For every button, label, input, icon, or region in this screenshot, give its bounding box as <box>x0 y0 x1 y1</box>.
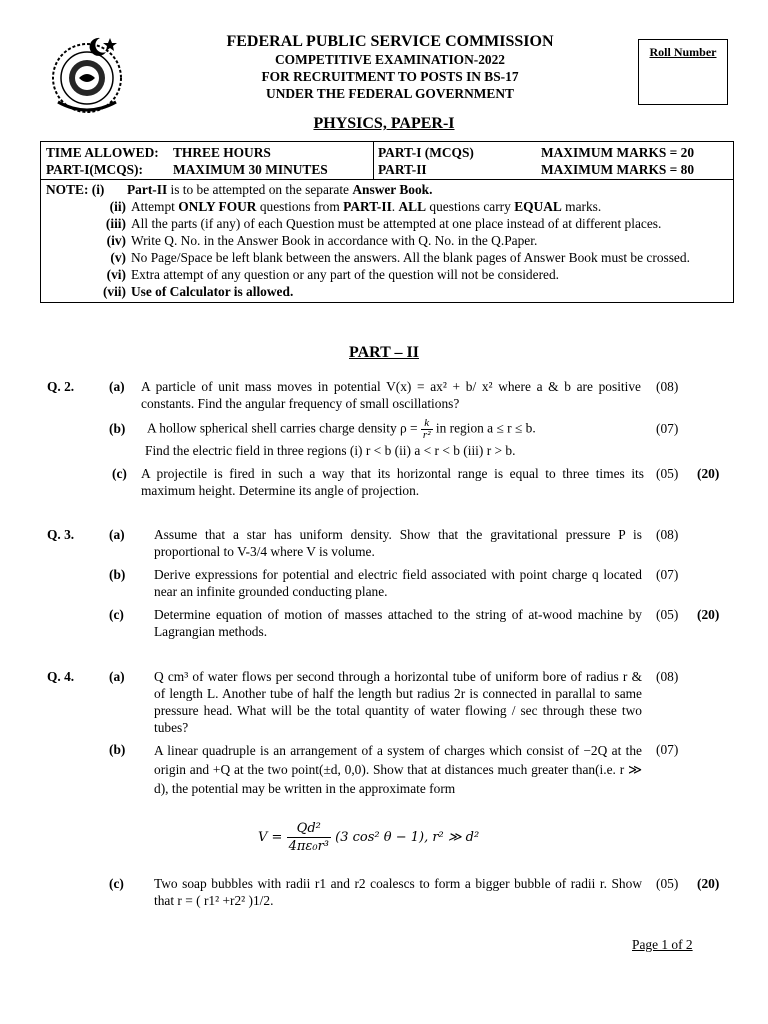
question-part-label: (a) <box>109 379 125 394</box>
question-text: Assume that a star has uniform density. Show that the gravitational pressure P is proportional to V-3/4 where V is volume. <box>154 527 642 559</box>
question-total-marks: (20) <box>697 607 720 622</box>
note-iv-label: (iv) <box>106 233 126 248</box>
question-text <box>141 378 641 412</box>
roll-number-box[interactable] <box>638 39 728 105</box>
q2b-text-2: in region a ≤ r ≤ b. <box>432 420 536 436</box>
time-allowed-value: THREE HOURS <box>173 145 271 160</box>
note-vii-label: (vii) <box>102 284 126 299</box>
note-label: NOTE: (i) <box>46 182 105 197</box>
charge-density-fraction <box>421 418 433 441</box>
question-part-label: (a) <box>109 669 125 684</box>
note-item <box>41 283 733 300</box>
question-text: Q cm³ of water flows per second through a horizontal tube of uniform bore of radius r & of length L. Another tube of half the length but radius 2r is connected in parallal to same pressure head. What will be the total quantity of water flowing / sec through these two tubes? <box>154 669 642 735</box>
question-marks: (05) <box>656 466 679 481</box>
mcq-time-value: MAXIMUM 30 MINUTES <box>173 162 328 177</box>
question-marks: (07) <box>656 421 679 436</box>
question-marks: (07) <box>656 567 679 582</box>
note-ii-text-3: . <box>391 199 399 214</box>
note-item <box>41 266 733 283</box>
page-number: Page 1 of 2 <box>632 937 693 952</box>
formula-fraction <box>287 820 331 855</box>
question-number: Q. 4. <box>47 669 75 684</box>
note-ii-bold-4: EQUAL <box>514 199 562 214</box>
notes-section <box>41 180 733 302</box>
note-item <box>41 249 733 266</box>
note-vi-label: (vi) <box>106 267 126 282</box>
note-ii-bold-3: ALL <box>398 199 427 214</box>
part-heading: PART – II <box>349 344 419 361</box>
question-marks: (05) <box>656 607 679 622</box>
org-name: FEDERAL PUBLIC SERVICE COMMISSION <box>226 33 554 50</box>
government-line: UNDER THE FEDERAL GOVERNMENT <box>266 86 514 101</box>
fpsc-emblem-logo <box>44 32 130 118</box>
fraction-numerator: k <box>421 418 433 430</box>
roll-number-label: Roll Number <box>649 45 717 59</box>
formula-denominator: 4πε₀r³ <box>288 839 329 854</box>
question-text: Determine equation of motion of masses attached to the string of at-wood machine by Lagrangian methods. <box>154 607 642 639</box>
note-i-bold: Part-II <box>127 182 168 197</box>
question-part-label: (c) <box>109 607 124 622</box>
instructions-table <box>40 141 734 303</box>
note-item <box>41 215 733 232</box>
part2-marks: MAXIMUM MARKS = 80 <box>541 162 695 177</box>
note-i-bold-2: Answer Book. <box>352 182 433 197</box>
formula-rhs: (3 cos² θ − 1), r² ≫ d² <box>335 830 480 845</box>
question-marks: (05) <box>656 876 679 891</box>
question-marks: (08) <box>656 527 679 542</box>
note-ii-text: Attempt <box>131 199 179 214</box>
note-ii-label: (ii) <box>109 199 126 214</box>
part2-label: PART-II <box>378 162 427 177</box>
note-item <box>41 198 733 215</box>
question-text: Find the electric field in three regions (i) r < b (ii) a < r < b (iii) r > b. <box>145 443 516 458</box>
q2a-text: A particle of unit mass moves in potential V(x) = ax² + b/ x² where a & b are positive constants. Find the angular frequency of small oscillations? <box>141 379 641 411</box>
question-part-label: (c) <box>109 876 124 891</box>
formula-numerator: Qd² <box>287 820 331 838</box>
note-vi-text: Extra attempt of any question or any part of the question will not be considered. <box>131 267 560 282</box>
question-marks: (08) <box>656 669 679 684</box>
note-v-label: (v) <box>110 250 126 265</box>
question-text: A linear quadruple is an arrangement of a system of charges which consist of −2Q at the origin and +Q at the two point(±d, 0,0). Show that at distances much greater than(i.e. r ≫ d), the potential may be written in the approximate form <box>154 743 642 796</box>
question-part-label: (b) <box>109 742 126 757</box>
fraction-denominator: r² <box>422 429 431 441</box>
question-number: Q. 2. <box>47 379 75 394</box>
note-iii-text: All the parts (if any) of each Question must be attempted at one place instead of at different places. <box>131 216 662 231</box>
question-part-label: (a) <box>109 527 125 542</box>
question-text: A projectile is fired in such a way that its horizontal range is equal to three times its maximum height. Determine its angle of projection. <box>141 466 644 498</box>
time-allowed-label: TIME ALLOWED: <box>46 145 159 160</box>
question-marks: (08) <box>656 379 679 394</box>
note-ii-bold-2: PART-II <box>343 199 392 214</box>
mcq-time-label: PART-I(MCQS): <box>46 162 143 177</box>
note-ii-text-2: questions from <box>256 199 344 214</box>
note-i-text: is to be attempted on the separate <box>167 182 353 197</box>
note-v-text: No Page/Space be left blank between the answers. All the blank pages of Answer Book must be crossed. <box>131 250 690 265</box>
time-marks-row <box>41 142 733 180</box>
note-iv-text: Write Q. No. in the Answer Book in accordance with Q. No. in the Q.Paper. <box>131 233 538 248</box>
question-number: Q. 3. <box>47 527 75 542</box>
part1-label: PART-I (MCQS) <box>378 145 474 160</box>
q2b-text-1: A hollow spherical shell carries charge density ρ = <box>147 420 421 436</box>
note-item <box>41 232 733 249</box>
question-part-label: (b) <box>109 567 126 582</box>
question-total-marks: (20) <box>697 466 720 481</box>
question-text: Derive expressions for potential and electric field associated with point charge q located near an infinite grounded conducting plane. <box>154 567 642 599</box>
question-text: Two soap bubbles with radii r1 and r2 coalescs to form a bigger bubble of radii r. Show that r = ( r1² +r2² )1/2. <box>154 876 642 908</box>
formula-lhs: V = <box>258 830 283 845</box>
note-vii-text: Use of Calculator is allowed. <box>131 284 294 299</box>
part1-marks: MAXIMUM MARKS = 20 <box>541 145 695 160</box>
question-part-label: (b) <box>109 421 126 436</box>
note-item <box>41 181 733 198</box>
question-part-label: (c) <box>112 466 127 481</box>
question-total-marks: (20) <box>697 876 720 891</box>
recruitment-line: FOR RECRUITMENT TO POSTS IN BS-17 <box>261 69 519 84</box>
question-marks: (07) <box>656 742 679 757</box>
note-ii-text-4: questions carry <box>426 199 515 214</box>
note-ii-bold: ONLY FOUR <box>178 199 257 214</box>
question-text <box>147 418 647 441</box>
paper-title: PHYSICS, PAPER-I <box>313 115 455 132</box>
potential-formula <box>258 820 479 855</box>
note-ii-text-5: marks. <box>561 199 602 214</box>
note-iii-label: (iii) <box>105 216 126 231</box>
exam-name: COMPETITIVE EXAMINATION-2022 <box>274 52 505 67</box>
